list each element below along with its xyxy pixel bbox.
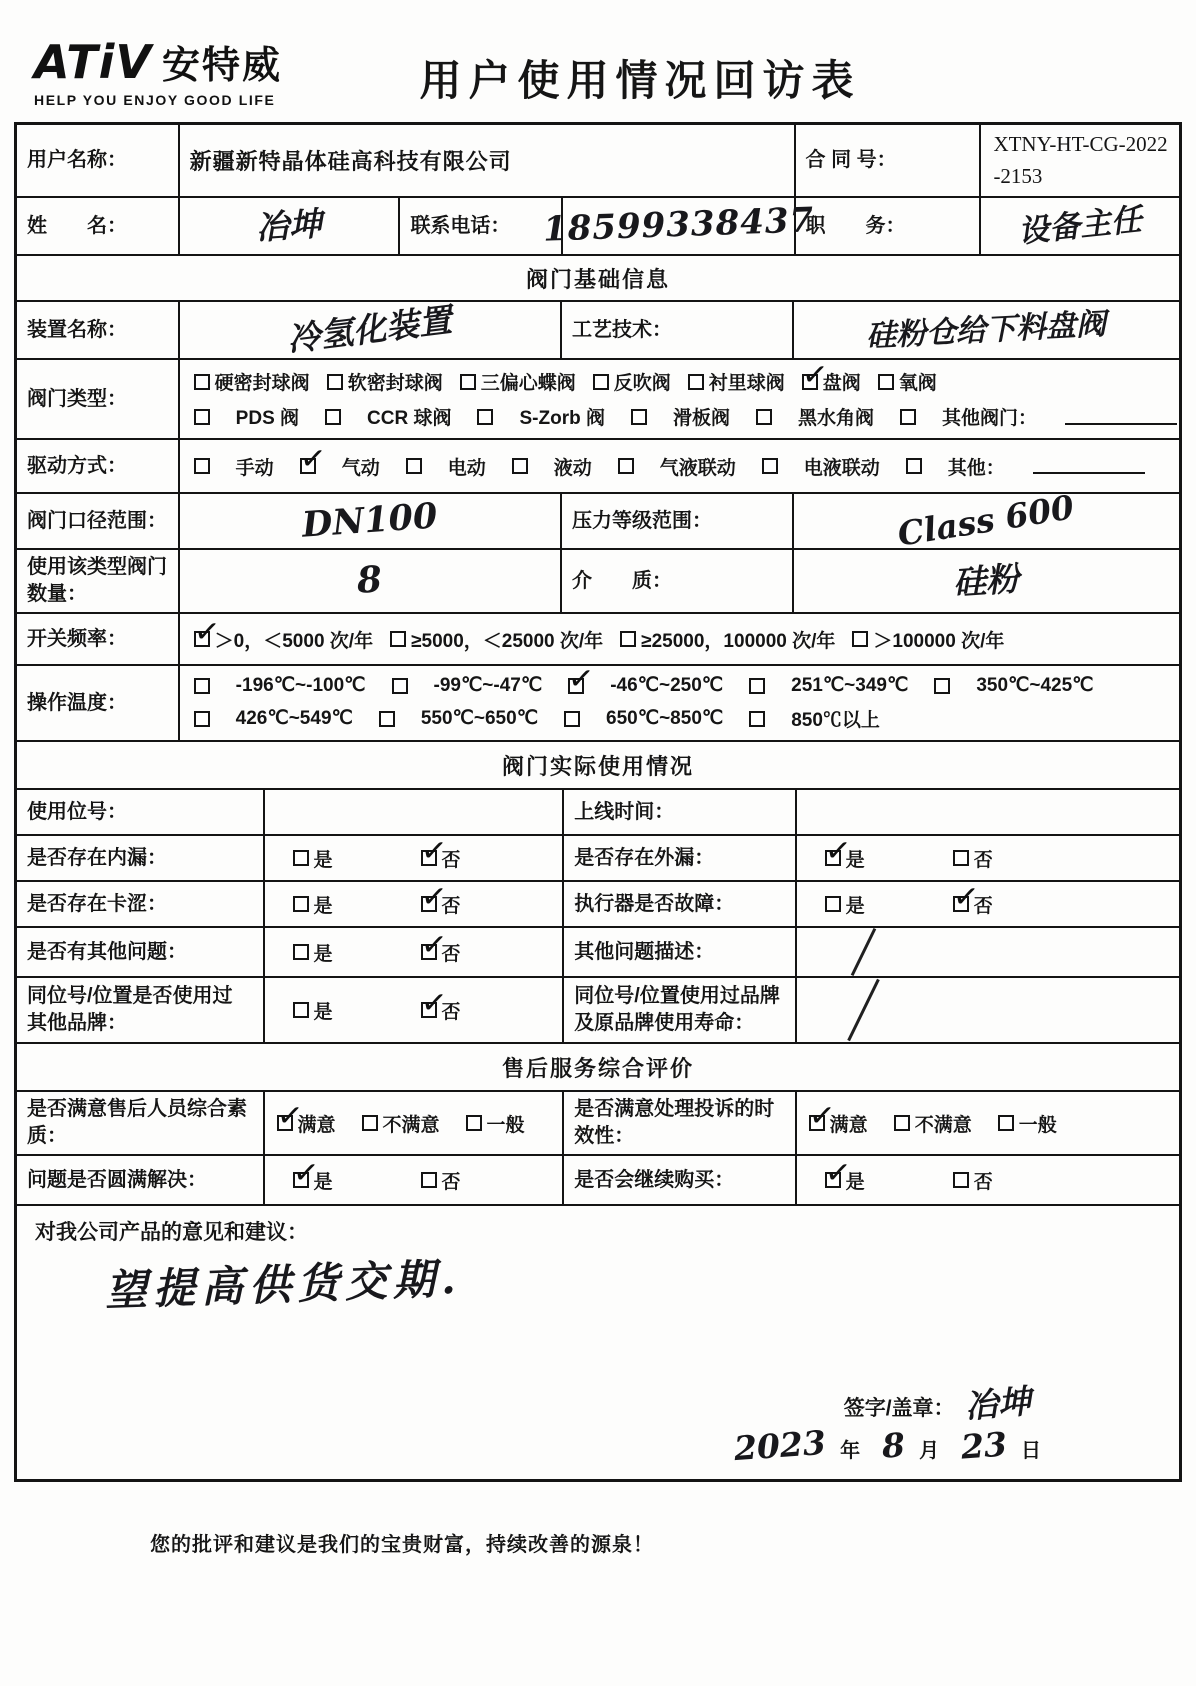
brand-name-cn: 安特威 xyxy=(161,45,282,87)
checkbox-empty-icon xyxy=(762,458,778,474)
job-label: 职 务： xyxy=(796,198,982,254)
checkbox-label: 650℃~850℃ xyxy=(606,708,724,729)
brand-logo xyxy=(34,34,354,108)
actuator-fault-label: 执行器是否故障： xyxy=(564,882,796,926)
checkbox-label: 气动 xyxy=(341,457,380,479)
process-label: 工艺技术： xyxy=(562,302,794,358)
section-actual-usage-title: 阀门实际使用情况 xyxy=(501,753,694,779)
contract-number-value: XTNY-HT-CG-2022-2153 xyxy=(993,132,1168,188)
stuck-answer xyxy=(265,882,565,926)
checkbox-option xyxy=(618,453,736,480)
checkbox-option xyxy=(749,674,908,697)
row-drive-mode xyxy=(17,440,1179,494)
checkbox-option xyxy=(194,453,274,480)
checkbox-option xyxy=(953,891,993,918)
checkbox-empty-icon xyxy=(194,374,210,390)
job-value xyxy=(981,198,1179,254)
checkbox-label: 一般 xyxy=(486,1114,525,1136)
drive-mode-options xyxy=(194,453,1145,480)
checkbox-label: 是 xyxy=(313,849,333,871)
row-user-name xyxy=(17,125,1179,198)
handwritten-pressure: Class 600 xyxy=(894,487,1077,554)
checkbox-option xyxy=(809,1110,868,1137)
stuck-label: 是否存在卡涩： xyxy=(17,882,265,926)
checkbox-option xyxy=(194,707,353,730)
tag-number-label: 使用位号： xyxy=(17,790,265,834)
checkbox-empty-icon xyxy=(421,1172,437,1188)
checkbox-checked-icon xyxy=(277,1115,293,1131)
row-frequency xyxy=(17,614,1179,666)
temperature-options xyxy=(180,666,1179,740)
external-leak-label: 是否存在外漏： xyxy=(564,836,796,880)
valve-type-options xyxy=(180,360,1179,438)
repurchase-label: 是否会继续购买： xyxy=(564,1156,796,1204)
timeliness-label: 是否满意处理投诉的时效性： xyxy=(564,1092,796,1154)
checkbox-empty-icon xyxy=(749,711,765,727)
checkbox-option xyxy=(934,674,1093,697)
signature-block xyxy=(35,1381,1161,1426)
diameter-label: 阀门口径范围： xyxy=(17,494,180,548)
checkbox-empty-icon xyxy=(194,409,210,425)
checkbox-label: 黑水角阀 xyxy=(798,408,875,429)
month-unit-label: 月 xyxy=(919,1440,940,1463)
checkbox-label: 否 xyxy=(441,1171,461,1193)
checkbox-label: -46℃~250℃ xyxy=(610,675,724,696)
checkbox-label: 是 xyxy=(313,1001,333,1023)
user-name-value xyxy=(180,125,796,196)
brand-tagline: HELP YOU ENJOY GOOD LIFE xyxy=(34,92,276,108)
checkbox-label: 否 xyxy=(441,943,461,965)
checkbox-option xyxy=(293,939,333,966)
checkbox-checked-icon xyxy=(825,850,841,866)
checkbox-option xyxy=(825,845,865,872)
checkbox-label: 251℃~349℃ xyxy=(791,675,909,696)
footer-note: 您的批评和建议是我们的宝贵财富，持续改善的源泉！ xyxy=(150,1533,654,1556)
checkbox-label: 气液联动 xyxy=(659,457,736,479)
checkbox-label: ≥25000，100000 次/年 xyxy=(641,630,836,652)
drive-mode-label: 驱动方式： xyxy=(17,440,180,492)
checkbox-empty-icon xyxy=(466,1115,482,1131)
checkbox-option xyxy=(894,1110,972,1137)
checkbox-empty-icon xyxy=(593,374,609,390)
section-after-sales-title: 售后服务综合评价 xyxy=(501,1055,694,1081)
checkbox-label: 反吹阀 xyxy=(613,373,671,394)
checkbox-option xyxy=(293,1167,333,1194)
checkbox-empty-icon xyxy=(512,458,528,474)
checkbox-option xyxy=(998,1110,1057,1137)
timeliness-answer xyxy=(797,1092,1179,1154)
checkbox-label: 是 xyxy=(845,895,865,917)
medium-value xyxy=(794,550,1176,612)
checkbox-empty-icon xyxy=(756,409,772,425)
row-satisfaction xyxy=(17,1092,1179,1156)
external-leak-answer xyxy=(797,836,1179,880)
section-basic-info xyxy=(17,256,1179,302)
tag-number-value xyxy=(265,790,565,834)
checkbox-empty-icon xyxy=(688,374,704,390)
checkbox-checked-icon xyxy=(194,631,210,647)
handwritten-slash-mark xyxy=(807,982,927,1038)
checkbox-empty-icon xyxy=(293,850,309,866)
row-valve-type xyxy=(17,360,1179,440)
checkbox-option xyxy=(421,845,461,872)
checkbox-option xyxy=(194,368,310,395)
checkbox-option xyxy=(825,1167,865,1194)
checkbox-label: 否 xyxy=(973,1171,993,1193)
checkbox-label: 不满意 xyxy=(382,1114,440,1136)
checkbox-empty-icon xyxy=(406,458,422,474)
row-leak xyxy=(17,836,1179,882)
checkbox-empty-icon xyxy=(390,631,406,647)
checkbox-label: 是 xyxy=(313,895,333,917)
phone-label: 联系电话： xyxy=(400,198,563,254)
checkbox-empty-icon xyxy=(293,896,309,912)
checkbox-empty-icon xyxy=(894,1115,910,1131)
checkbox-option xyxy=(421,997,461,1024)
checkbox-option xyxy=(802,368,861,395)
other-issues-label: 是否有其他问题： xyxy=(17,928,265,976)
checkbox-checked-icon xyxy=(421,896,437,912)
checkbox-empty-icon xyxy=(194,711,210,727)
checkbox-label: CCR 球阀 xyxy=(367,408,452,429)
checkbox-option xyxy=(749,705,880,732)
handwritten-medium: 硅粉 xyxy=(951,558,1020,603)
blank-underline xyxy=(1065,409,1177,425)
checkbox-empty-icon xyxy=(900,409,916,425)
day-unit-label: 日 xyxy=(1021,1440,1041,1463)
checkbox-label: 氧阀 xyxy=(898,373,937,394)
checkbox-option xyxy=(878,368,937,395)
temperature-label: 操作温度： xyxy=(17,666,180,740)
checkbox-empty-icon xyxy=(953,850,969,866)
checkbox-option xyxy=(568,674,723,697)
form-table xyxy=(14,122,1182,1482)
row-other-brand xyxy=(17,978,1179,1044)
device-value xyxy=(180,299,562,359)
checkbox-option xyxy=(756,403,874,430)
checkbox-checked-icon xyxy=(802,374,818,390)
checkbox-checked-icon xyxy=(421,850,437,866)
checkbox-option xyxy=(953,1167,993,1194)
checkbox-label: S-Zorb 阀 xyxy=(519,408,605,429)
checkbox-option xyxy=(512,453,592,480)
signature-date xyxy=(35,1423,1161,1469)
checkbox-label: ＞0，＜5000 次/年 xyxy=(214,630,374,652)
checkbox-label: 液动 xyxy=(553,457,592,479)
checkbox-checked-icon xyxy=(568,678,584,694)
online-time-value xyxy=(797,790,1179,834)
handwritten-phone: 18599338437 xyxy=(542,200,815,251)
checkbox-option xyxy=(900,403,1177,430)
checkbox-empty-icon xyxy=(293,1002,309,1018)
handwritten-name: 冶坤 xyxy=(254,203,324,248)
checkbox-option xyxy=(327,368,443,395)
section-actual-usage xyxy=(17,742,1179,790)
row-quantity xyxy=(17,550,1179,614)
handwritten-quantity: 8 xyxy=(355,558,384,603)
other-desc-value xyxy=(797,928,1179,976)
frequency-options xyxy=(194,626,1005,653)
frequency-label: 开关频率： xyxy=(17,614,180,664)
checkbox-label: 是 xyxy=(845,1171,865,1193)
checkbox-checked-icon xyxy=(421,1002,437,1018)
checkbox-label: 否 xyxy=(973,849,993,871)
checkbox-empty-icon xyxy=(620,631,636,647)
checkbox-empty-icon xyxy=(477,409,493,425)
online-time-label: 上线时间： xyxy=(564,790,796,834)
checkbox-option xyxy=(392,674,543,697)
checkbox-option xyxy=(477,403,605,430)
checkbox-empty-icon xyxy=(618,458,634,474)
user-name-label: 用户名称： xyxy=(17,125,180,196)
checkbox-label: -196℃~-100℃ xyxy=(235,675,366,696)
row-resolved xyxy=(17,1156,1179,1206)
checkbox-label: 其他阀门： xyxy=(942,408,1038,429)
checkbox-option xyxy=(466,1110,525,1137)
checkbox-empty-icon xyxy=(953,1172,969,1188)
checkbox-label: 衬里球阀 xyxy=(708,373,785,394)
handwritten-diameter: DN100 xyxy=(300,495,439,546)
handwritten-comment: 望提高供货交期. xyxy=(104,1253,463,1316)
checkbox-empty-icon xyxy=(631,409,647,425)
frequency-options-wrap xyxy=(180,614,1179,664)
checkbox-empty-icon xyxy=(852,631,868,647)
brand-logo-icon: ATiV xyxy=(34,34,152,89)
checkbox-empty-icon xyxy=(749,678,765,694)
checkbox-empty-icon xyxy=(878,374,894,390)
row-comments xyxy=(17,1206,1179,1479)
valve-type-options-row2 xyxy=(194,403,1177,430)
checkbox-empty-icon xyxy=(327,374,343,390)
user-name-text: 新疆新特晶体硅高科技有限公司 xyxy=(189,149,512,174)
checkbox-empty-icon xyxy=(379,711,395,727)
checkbox-label: 350℃~425℃ xyxy=(976,675,1094,696)
temperature-options-row1 xyxy=(194,674,1094,697)
handwritten-month: 8 xyxy=(880,1425,907,1467)
checkbox-label: 软密封球阀 xyxy=(347,373,443,394)
checkbox-option xyxy=(593,368,671,395)
checkbox-checked-icon xyxy=(953,896,969,912)
checkbox-empty-icon xyxy=(906,458,922,474)
checkbox-label: 滑板阀 xyxy=(672,408,730,429)
device-label: 装置名称： xyxy=(17,302,180,358)
checkbox-option xyxy=(762,453,880,480)
pressure-label: 压力等级范围： xyxy=(562,494,794,548)
comments-cell xyxy=(17,1206,1179,1479)
other-brand-answer xyxy=(265,978,565,1042)
checkbox-option xyxy=(953,845,993,872)
repurchase-answer xyxy=(797,1156,1179,1204)
checkbox-label: 否 xyxy=(441,1001,461,1023)
diameter-value xyxy=(180,494,562,548)
staff-quality-answer xyxy=(265,1092,565,1154)
handwritten-year: 2023 xyxy=(732,1423,828,1469)
year-unit-label: 年 xyxy=(840,1440,861,1463)
checkbox-option xyxy=(421,1167,461,1194)
checkbox-empty-icon xyxy=(194,458,210,474)
checkbox-label: 三偏心蝶阀 xyxy=(480,373,576,394)
checkbox-option xyxy=(277,1110,336,1137)
checkbox-option xyxy=(293,891,333,918)
checkbox-empty-icon xyxy=(460,374,476,390)
signature-label: 签字/盖章： xyxy=(843,1397,955,1421)
checkbox-option xyxy=(421,891,461,918)
brand-life-label: 同位号/位置使用过品牌及原品牌使用寿命： xyxy=(564,978,796,1042)
other-issues-answer xyxy=(265,928,565,976)
checkbox-empty-icon xyxy=(293,944,309,960)
checkbox-option xyxy=(620,626,835,653)
internal-leak-label: 是否存在内漏： xyxy=(17,836,265,880)
form-title: 用户使用情况回访表 xyxy=(419,59,861,105)
comments-label: 对我公司产品的意见和建议： xyxy=(35,1221,308,1244)
checkbox-label: -99℃~-47℃ xyxy=(433,675,543,696)
other-desc-label: 其他问题描述： xyxy=(564,928,796,976)
checkbox-option xyxy=(564,707,723,730)
checkbox-option xyxy=(194,674,366,697)
row-stuck xyxy=(17,882,1179,928)
checkbox-option xyxy=(421,939,461,966)
row-contact xyxy=(17,198,1179,256)
checkbox-label: 550℃~650℃ xyxy=(420,708,539,729)
checkbox-empty-icon xyxy=(998,1115,1014,1131)
person-name-label: 姓 名： xyxy=(17,198,180,254)
checkbox-option xyxy=(460,368,576,395)
section-after-sales xyxy=(17,1044,1179,1092)
checkbox-option xyxy=(362,1110,440,1137)
pressure-value xyxy=(794,487,1176,554)
handwritten-process: 硅粉仓给下料盘阀 xyxy=(864,306,1107,354)
checkbox-label: 不满意 xyxy=(914,1114,972,1136)
checkbox-label: 否 xyxy=(441,895,461,917)
checkbox-label: 电动 xyxy=(447,457,486,479)
contract-number-label: 合 同 号： xyxy=(796,125,982,196)
medium-label: 介 质： xyxy=(562,550,794,612)
section-basic-info-title: 阀门基础信息 xyxy=(525,266,670,292)
checkbox-label: PDS 阀 xyxy=(235,408,300,429)
handwritten-device: 冷氢化装置 xyxy=(285,299,454,359)
checkbox-label: 满意 xyxy=(297,1114,336,1136)
checkbox-option xyxy=(852,626,1004,653)
checkbox-checked-icon xyxy=(293,1172,309,1188)
checkbox-option xyxy=(631,403,730,430)
checkbox-label: 是 xyxy=(313,1171,333,1193)
checkbox-option xyxy=(906,453,1145,480)
row-other-issues xyxy=(17,928,1179,978)
checkbox-option xyxy=(688,368,785,395)
checkbox-label: 是 xyxy=(845,849,865,871)
valve-type-options-row1 xyxy=(194,368,937,395)
checkbox-option xyxy=(406,453,486,480)
checkbox-option xyxy=(194,403,299,430)
checkbox-option xyxy=(194,626,373,653)
form-header xyxy=(0,0,1196,122)
blank-underline xyxy=(1033,458,1145,474)
checkbox-empty-icon xyxy=(564,711,580,727)
resolved-label: 问题是否圆满解决： xyxy=(17,1156,265,1204)
phone-value xyxy=(542,198,815,254)
checkbox-label: 盘阀 xyxy=(822,373,861,394)
row-temperature xyxy=(17,666,1179,742)
handwritten-slash-mark xyxy=(807,932,927,972)
process-value xyxy=(794,302,1176,358)
handwritten-signature: 冶坤 xyxy=(963,1381,1033,1426)
checkbox-checked-icon xyxy=(825,1172,841,1188)
person-name-value xyxy=(180,198,401,254)
checkbox-checked-icon xyxy=(809,1115,825,1131)
checkbox-option xyxy=(390,626,603,653)
handwritten-job: 设备主任 xyxy=(1016,201,1144,251)
checkbox-empty-icon xyxy=(362,1115,378,1131)
checkbox-label: ≥5000，＜25000 次/年 xyxy=(411,630,604,652)
checkbox-empty-icon xyxy=(325,409,341,425)
row-diameter xyxy=(17,487,1179,554)
internal-leak-answer xyxy=(265,836,565,880)
checkbox-label: 一般 xyxy=(1018,1114,1057,1136)
checkbox-option xyxy=(379,707,538,730)
checkbox-option xyxy=(825,891,865,918)
row-tag-number xyxy=(17,790,1179,836)
quantity-value xyxy=(180,550,562,612)
valve-type-label: 阀门类型： xyxy=(17,360,180,438)
checkbox-option xyxy=(293,845,333,872)
checkbox-checked-icon xyxy=(300,458,316,474)
checkbox-empty-icon xyxy=(825,896,841,912)
brand-life-value xyxy=(797,978,1179,1042)
checkbox-label: 其他： xyxy=(947,457,1005,479)
actuator-fault-answer xyxy=(797,882,1179,926)
checkbox-label: 850℃以上 xyxy=(791,710,880,731)
resolved-answer xyxy=(265,1156,565,1204)
checkbox-label: 是 xyxy=(313,943,333,965)
staff-quality-label: 是否满意售后人员综合素质： xyxy=(17,1092,265,1154)
drive-mode-options-wrap xyxy=(180,440,1179,492)
checkbox-label: 满意 xyxy=(829,1114,868,1136)
checkbox-label: 电液联动 xyxy=(803,457,880,479)
checkbox-option xyxy=(325,403,451,430)
checkbox-label: 手动 xyxy=(235,457,274,479)
row-device xyxy=(17,299,1179,360)
checkbox-option xyxy=(300,453,380,480)
checkbox-label: 否 xyxy=(973,895,993,917)
handwritten-day: 23 xyxy=(959,1424,1009,1468)
checkbox-label: 否 xyxy=(441,849,461,871)
checkbox-label: 硬密封球阀 xyxy=(214,373,310,394)
temperature-options-row2 xyxy=(194,705,880,732)
checkbox-checked-icon xyxy=(421,944,437,960)
checkbox-label: 426℃~549℃ xyxy=(235,708,353,729)
checkbox-option xyxy=(293,997,333,1024)
checkbox-label: ＞100000 次/年 xyxy=(873,630,1005,652)
checkbox-empty-icon xyxy=(934,678,950,694)
quantity-label: 使用该类型阀门数量： xyxy=(17,550,180,612)
other-brand-label: 同位号/位置是否使用过其他品牌： xyxy=(17,978,265,1042)
checkbox-empty-icon xyxy=(392,678,408,694)
brand-logo-row xyxy=(34,34,354,89)
checkbox-empty-icon xyxy=(194,678,210,694)
